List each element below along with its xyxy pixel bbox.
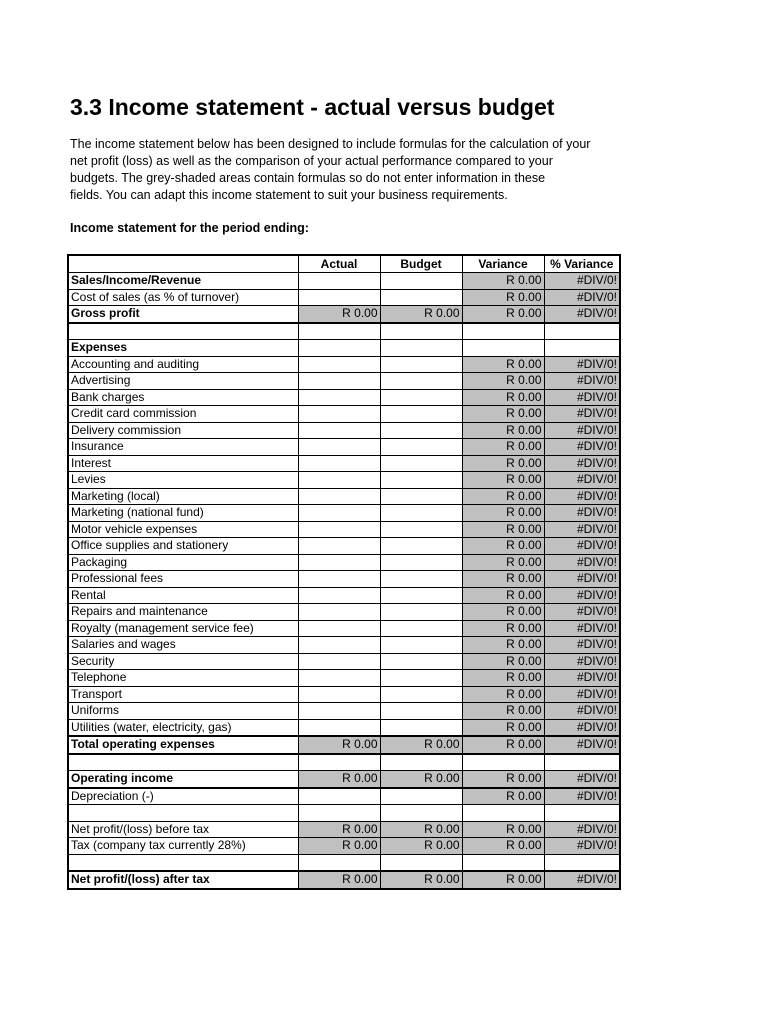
percent-variance-cell: #DIV/0! <box>544 620 620 637</box>
variance-cell: R 0.00 <box>462 472 544 489</box>
budget-cell[interactable] <box>380 719 462 736</box>
budget-cell: R 0.00 <box>380 838 462 855</box>
row-label <box>68 754 298 771</box>
actual-cell[interactable] <box>298 472 380 489</box>
budget-cell[interactable] <box>380 620 462 637</box>
budget-cell: R 0.00 <box>380 306 462 323</box>
variance-cell: R 0.00 <box>462 788 544 805</box>
variance-cell <box>462 754 544 771</box>
actual-cell[interactable] <box>298 273 380 290</box>
actual-cell[interactable] <box>298 488 380 505</box>
budget-cell: R 0.00 <box>380 736 462 754</box>
actual-cell[interactable] <box>298 356 380 373</box>
table-row <box>68 771 620 788</box>
budget-cell[interactable] <box>380 521 462 538</box>
page-title: 3.3 Income statement - actual versus budget <box>70 94 555 120</box>
budget-cell[interactable] <box>380 373 462 390</box>
intro-paragraph <box>70 136 610 204</box>
actual-cell <box>298 323 380 340</box>
header-budget: Budget <box>380 255 462 273</box>
budget-cell[interactable] <box>380 587 462 604</box>
intro-line: net profit (loss) as well as the comparison of your actual performance compared to your <box>70 154 553 168</box>
percent-variance-cell: #DIV/0! <box>544 521 620 538</box>
budget-cell[interactable] <box>380 340 462 357</box>
variance-cell: R 0.00 <box>462 653 544 670</box>
percent-variance-cell: #DIV/0! <box>544 788 620 805</box>
row-label: Operating income <box>68 771 298 788</box>
actual-cell <box>298 854 380 871</box>
variance-cell: R 0.00 <box>462 439 544 456</box>
row-label: Depreciation (-) <box>68 788 298 805</box>
spacer-row <box>68 854 620 871</box>
variance-cell: R 0.00 <box>462 838 544 855</box>
row-label: Delivery commission <box>68 422 298 439</box>
header-row <box>68 255 620 273</box>
actual-cell: R 0.00 <box>298 871 380 889</box>
variance-cell: R 0.00 <box>462 670 544 687</box>
variance-cell: R 0.00 <box>462 273 544 290</box>
table-row <box>68 538 620 555</box>
variance-cell: R 0.00 <box>462 422 544 439</box>
table-row <box>68 653 620 670</box>
variance-cell: R 0.00 <box>462 554 544 571</box>
table-row <box>68 821 620 838</box>
actual-cell[interactable] <box>298 587 380 604</box>
actual-cell[interactable] <box>298 637 380 654</box>
row-label: Levies <box>68 472 298 489</box>
budget-cell[interactable] <box>380 422 462 439</box>
budget-cell[interactable] <box>380 538 462 555</box>
row-label: Bank charges <box>68 389 298 406</box>
budget-cell[interactable] <box>380 455 462 472</box>
variance-cell: R 0.00 <box>462 871 544 889</box>
row-label: Insurance <box>68 439 298 456</box>
actual-cell[interactable] <box>298 620 380 637</box>
percent-variance-cell: #DIV/0! <box>544 703 620 720</box>
actual-cell[interactable] <box>298 703 380 720</box>
budget-cell[interactable] <box>380 554 462 571</box>
period-heading: Income statement for the period ending: <box>70 221 309 235</box>
variance-cell: R 0.00 <box>462 703 544 720</box>
percent-variance-cell[interactable] <box>544 340 620 357</box>
row-label: Salaries and wages <box>68 637 298 654</box>
budget-cell <box>380 854 462 871</box>
header-actual: Actual <box>298 255 380 273</box>
table-row <box>68 389 620 406</box>
budget-cell[interactable] <box>380 273 462 290</box>
row-label: Marketing (local) <box>68 488 298 505</box>
percent-variance-cell: #DIV/0! <box>544 472 620 489</box>
budget-cell[interactable] <box>380 571 462 588</box>
percent-variance-cell: #DIV/0! <box>544 439 620 456</box>
percent-variance-cell: #DIV/0! <box>544 289 620 306</box>
percent-variance-cell: #DIV/0! <box>544 356 620 373</box>
actual-cell[interactable] <box>298 719 380 736</box>
actual-cell: R 0.00 <box>298 771 380 788</box>
percent-variance-cell: #DIV/0! <box>544 422 620 439</box>
row-label: Expenses <box>68 340 298 357</box>
actual-cell[interactable] <box>298 521 380 538</box>
row-label: Packaging <box>68 554 298 571</box>
table-row <box>68 637 620 654</box>
budget-cell[interactable] <box>380 356 462 373</box>
table-row <box>68 838 620 855</box>
actual-cell[interactable] <box>298 653 380 670</box>
actual-cell[interactable] <box>298 439 380 456</box>
variance-cell <box>462 805 544 822</box>
table-row <box>68 554 620 571</box>
actual-cell[interactable] <box>298 422 380 439</box>
percent-variance-cell: #DIV/0! <box>544 587 620 604</box>
table-row <box>68 472 620 489</box>
actual-cell[interactable] <box>298 340 380 357</box>
table-row <box>68 736 620 754</box>
percent-variance-cell: #DIV/0! <box>544 406 620 423</box>
table-body <box>68 273 620 889</box>
variance-cell: R 0.00 <box>462 604 544 621</box>
spacer-row <box>68 323 620 340</box>
budget-cell[interactable] <box>380 653 462 670</box>
budget-cell[interactable] <box>380 472 462 489</box>
actual-cell[interactable] <box>298 538 380 555</box>
table-row <box>68 406 620 423</box>
row-label: Utilities (water, electricity, gas) <box>68 719 298 736</box>
table-row <box>68 455 620 472</box>
row-label: Sales/Income/Revenue <box>68 273 298 290</box>
actual-cell[interactable] <box>298 670 380 687</box>
budget-cell[interactable] <box>380 637 462 654</box>
table-row <box>68 521 620 538</box>
percent-variance-cell <box>544 323 620 340</box>
percent-variance-cell: #DIV/0! <box>544 821 620 838</box>
percent-variance-cell: #DIV/0! <box>544 637 620 654</box>
table-row <box>68 289 620 306</box>
percent-variance-cell: #DIV/0! <box>544 538 620 555</box>
variance-cell: R 0.00 <box>462 719 544 736</box>
table-row <box>68 620 620 637</box>
actual-cell: R 0.00 <box>298 821 380 838</box>
table-row <box>68 871 620 889</box>
budget-cell[interactable] <box>380 703 462 720</box>
budget-cell: R 0.00 <box>380 871 462 889</box>
actual-cell: R 0.00 <box>298 838 380 855</box>
variance-cell: R 0.00 <box>462 356 544 373</box>
intro-line: budgets. The grey-shaded areas contain formulas so do not enter information in these <box>70 171 546 185</box>
variance-cell: R 0.00 <box>462 587 544 604</box>
table-row <box>68 273 620 290</box>
row-label: Rental <box>68 587 298 604</box>
actual-cell[interactable] <box>298 389 380 406</box>
row-label: Royalty (management service fee) <box>68 620 298 637</box>
row-label: Cost of sales (as % of turnover) <box>68 289 298 306</box>
row-label: Accounting and auditing <box>68 356 298 373</box>
budget-cell <box>380 754 462 771</box>
row-label <box>68 805 298 822</box>
variance-cell: R 0.00 <box>462 488 544 505</box>
table-row <box>68 670 620 687</box>
variance-cell: R 0.00 <box>462 389 544 406</box>
row-label: Security <box>68 653 298 670</box>
percent-variance-cell: #DIV/0! <box>544 771 620 788</box>
variance-cell: R 0.00 <box>462 538 544 555</box>
header-variance: Variance <box>462 255 544 273</box>
table-row <box>68 488 620 505</box>
actual-cell: R 0.00 <box>298 736 380 754</box>
row-label: Uniforms <box>68 703 298 720</box>
actual-cell[interactable] <box>298 686 380 703</box>
table-row <box>68 373 620 390</box>
budget-cell: R 0.00 <box>380 821 462 838</box>
table-row <box>68 703 620 720</box>
table-row <box>68 587 620 604</box>
actual-cell[interactable] <box>298 604 380 621</box>
budget-cell <box>380 805 462 822</box>
percent-variance-cell: #DIV/0! <box>544 273 620 290</box>
variance-cell: R 0.00 <box>462 771 544 788</box>
budget-cell[interactable] <box>380 686 462 703</box>
header-label-cell <box>68 255 298 273</box>
budget-cell[interactable] <box>380 488 462 505</box>
row-label: Telephone <box>68 670 298 687</box>
row-label: Transport <box>68 686 298 703</box>
budget-cell[interactable] <box>380 670 462 687</box>
percent-variance-cell: #DIV/0! <box>544 373 620 390</box>
row-label: Total operating expenses <box>68 736 298 754</box>
table-row <box>68 686 620 703</box>
row-label <box>68 323 298 340</box>
budget-cell[interactable] <box>380 439 462 456</box>
variance-cell: R 0.00 <box>462 571 544 588</box>
actual-cell[interactable] <box>298 289 380 306</box>
variance-cell <box>462 854 544 871</box>
budget-cell[interactable] <box>380 788 462 805</box>
intro-line: fields. You can adapt this income statement to suit your business requirements. <box>70 188 508 202</box>
variance-cell: R 0.00 <box>462 289 544 306</box>
header-percent-variance: % Variance <box>544 255 620 273</box>
row-label: Tax (company tax currently 28%) <box>68 838 298 855</box>
percent-variance-cell: #DIV/0! <box>544 670 620 687</box>
budget-cell[interactable] <box>380 604 462 621</box>
row-label: Office supplies and stationery <box>68 538 298 555</box>
table-row <box>68 788 620 805</box>
percent-variance-cell: #DIV/0! <box>544 488 620 505</box>
percent-variance-cell: #DIV/0! <box>544 871 620 889</box>
budget-cell: R 0.00 <box>380 771 462 788</box>
percent-variance-cell: #DIV/0! <box>544 455 620 472</box>
percent-variance-cell: #DIV/0! <box>544 719 620 736</box>
budget-cell <box>380 323 462 340</box>
percent-variance-cell: #DIV/0! <box>544 571 620 588</box>
actual-cell[interactable] <box>298 455 380 472</box>
table-row <box>68 356 620 373</box>
actual-cell <box>298 754 380 771</box>
row-label: Net profit/(loss) after tax <box>68 871 298 889</box>
variance-cell[interactable] <box>462 340 544 357</box>
percent-variance-cell: #DIV/0! <box>544 554 620 571</box>
budget-cell[interactable] <box>380 406 462 423</box>
table-row <box>68 422 620 439</box>
actual-cell[interactable] <box>298 505 380 522</box>
actual-cell[interactable] <box>298 373 380 390</box>
variance-cell: R 0.00 <box>462 505 544 522</box>
percent-variance-cell: #DIV/0! <box>544 736 620 754</box>
variance-cell: R 0.00 <box>462 736 544 754</box>
percent-variance-cell: #DIV/0! <box>544 389 620 406</box>
table-row <box>68 340 620 357</box>
percent-variance-cell <box>544 805 620 822</box>
row-label: Interest <box>68 455 298 472</box>
row-label: Motor vehicle expenses <box>68 521 298 538</box>
intro-line: The income statement below has been designed to include formulas for the calculation of your <box>70 137 591 151</box>
row-label: Professional fees <box>68 571 298 588</box>
row-label: Credit card commission <box>68 406 298 423</box>
budget-cell[interactable] <box>380 289 462 306</box>
spacer-row <box>68 805 620 822</box>
actual-cell[interactable] <box>298 571 380 588</box>
row-label <box>68 854 298 871</box>
percent-variance-cell: #DIV/0! <box>544 505 620 522</box>
actual-cell[interactable] <box>298 554 380 571</box>
row-label: Repairs and maintenance <box>68 604 298 621</box>
income-statement-table <box>67 254 621 890</box>
table-row <box>68 604 620 621</box>
row-label: Net profit/(loss) before tax <box>68 821 298 838</box>
variance-cell: R 0.00 <box>462 406 544 423</box>
row-label: Marketing (national fund) <box>68 505 298 522</box>
table-row <box>68 306 620 323</box>
actual-cell <box>298 805 380 822</box>
percent-variance-cell <box>544 754 620 771</box>
percent-variance-cell: #DIV/0! <box>544 306 620 323</box>
actual-cell[interactable] <box>298 406 380 423</box>
actual-cell: R 0.00 <box>298 306 380 323</box>
percent-variance-cell: #DIV/0! <box>544 653 620 670</box>
variance-cell: R 0.00 <box>462 686 544 703</box>
percent-variance-cell: #DIV/0! <box>544 838 620 855</box>
variance-cell: R 0.00 <box>462 637 544 654</box>
spacer-row <box>68 754 620 771</box>
percent-variance-cell: #DIV/0! <box>544 686 620 703</box>
table-row <box>68 505 620 522</box>
variance-cell: R 0.00 <box>462 306 544 323</box>
table-row <box>68 439 620 456</box>
row-label: Advertising <box>68 373 298 390</box>
variance-cell: R 0.00 <box>462 373 544 390</box>
row-label: Gross profit <box>68 306 298 323</box>
percent-variance-cell <box>544 854 620 871</box>
variance-cell: R 0.00 <box>462 620 544 637</box>
variance-cell <box>462 323 544 340</box>
variance-cell: R 0.00 <box>462 821 544 838</box>
budget-cell[interactable] <box>380 505 462 522</box>
table-row <box>68 719 620 736</box>
actual-cell[interactable] <box>298 788 380 805</box>
budget-cell[interactable] <box>380 389 462 406</box>
percent-variance-cell: #DIV/0! <box>544 604 620 621</box>
variance-cell: R 0.00 <box>462 455 544 472</box>
variance-cell: R 0.00 <box>462 521 544 538</box>
table-row <box>68 571 620 588</box>
